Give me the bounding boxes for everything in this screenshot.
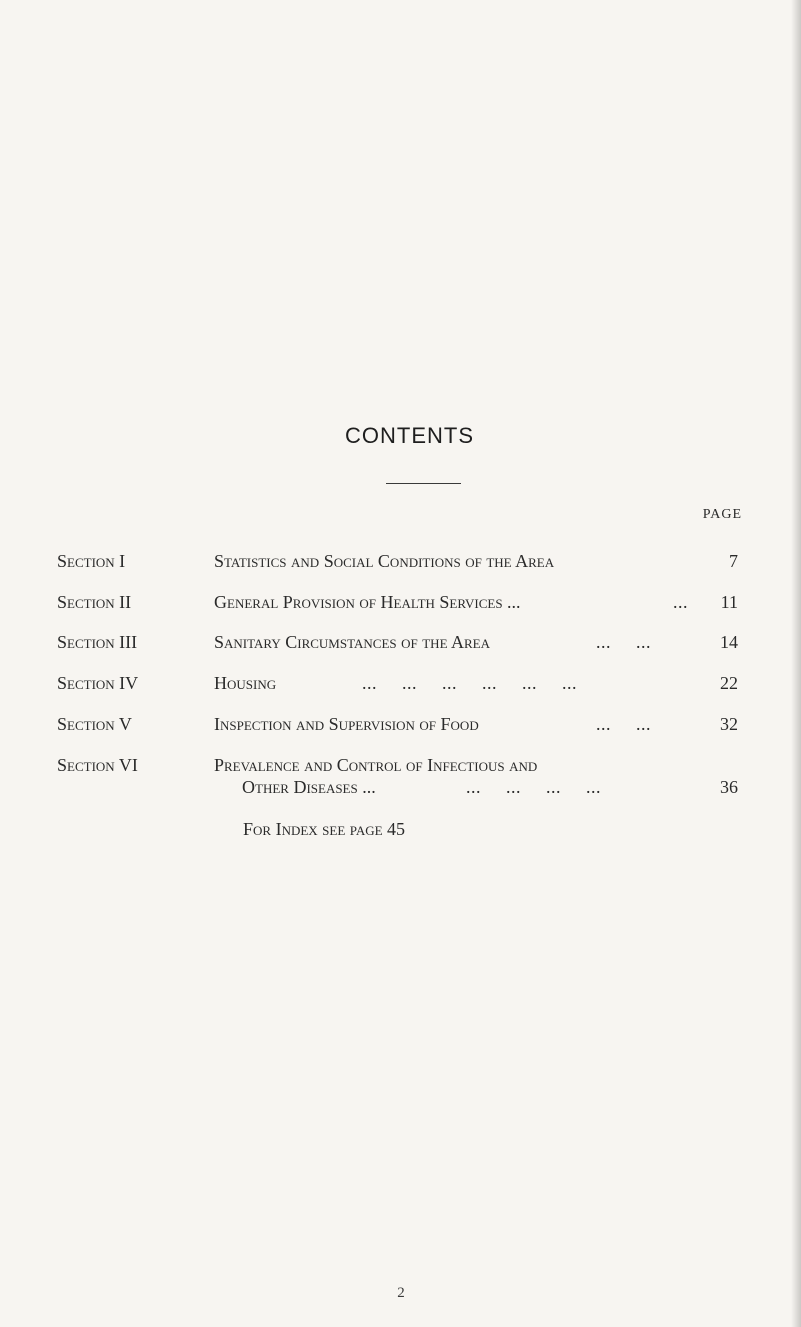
toc-leader-dots: ... ... ... ... <box>466 777 601 797</box>
toc-section-label: Section III <box>57 632 138 652</box>
toc-leader-dots: ... ... ... ... ... ... <box>362 673 577 693</box>
toc-section-label: Section IV <box>57 673 139 693</box>
toc-entry-title: Statistics and Social Conditions of the Area <box>214 551 555 571</box>
toc-entry-title: Housing <box>214 673 277 693</box>
page-folio: 2 <box>397 1285 405 1301</box>
toc-entry[interactable] <box>0 692 801 775</box>
toc-entry-title: Inspection and Supervision of Food <box>214 714 479 734</box>
toc-leader-dots: ... <box>673 592 688 612</box>
toc-section-label: Section I <box>57 551 126 571</box>
toc-leader-dots: ... ... <box>596 632 651 652</box>
toc-entry-title-line2: Other Diseases ... <box>242 777 376 797</box>
toc-entry-continuation <box>0 777 801 807</box>
toc-page-number: 22 <box>720 673 738 693</box>
toc-entry-title: General Provision of Health Services ... <box>214 592 521 612</box>
toc-page-number: 11 <box>720 592 738 612</box>
page-edge-shadow <box>791 0 801 1327</box>
toc-page-number: 32 <box>720 714 738 734</box>
heading-rule <box>386 483 461 484</box>
page-column-label: PAGE <box>702 507 742 522</box>
toc-entry-title: Sanitary Circumstances of the Area <box>214 632 491 652</box>
toc-page-number: 7 <box>729 551 738 571</box>
toc-page-number: 36 <box>720 777 738 797</box>
index-note: For Index see page 45 <box>243 819 406 839</box>
toc-entry-title: Prevalence and Control of Infectious and <box>214 755 538 775</box>
toc-entry[interactable] <box>0 551 801 581</box>
toc-leader-dots: ... ... <box>596 714 651 734</box>
toc-page-number: 14 <box>720 632 738 652</box>
toc-entry[interactable] <box>0 592 801 622</box>
contents-heading: CONTENTS <box>345 423 474 448</box>
toc-section-label: Section II <box>57 592 132 612</box>
toc-entry[interactable] <box>0 632 801 662</box>
toc-section-label: Section VI <box>57 755 138 775</box>
toc-section-label: Section V <box>57 714 132 734</box>
